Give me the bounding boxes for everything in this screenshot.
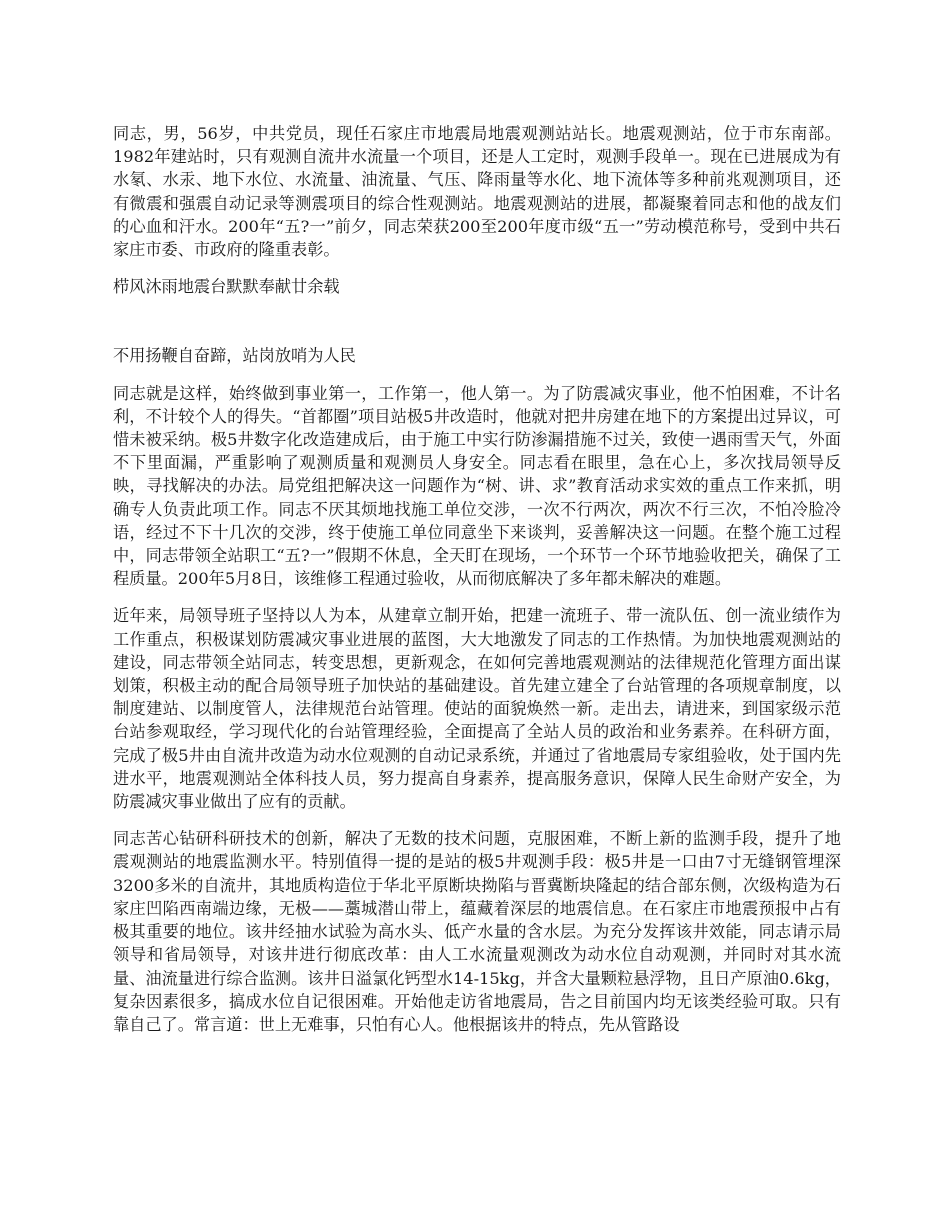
- paragraph-intro: 同志，男，56岁，中共党员，现任石家庄市地震局地震观测站站长。地震观测站，位于市东南部。1982年建站时，只有观测自流井水流量一个项目，还是人工定时，观测手段单一。现在已进展成为有水氡、水汞、地下水位、水流量、油流量、气压、降雨量等水化、地下流体等多种前兆观测项目，还有微震和强震自动记录等测震项目的综合性观测站。地震观测站的进展，都凝聚着同志和他的战友们的心血和汗水。200年“五?一”前夕，同志荣获200至200年度市级“五一”劳动模范称号，受到中共石家庄市委、市政府的隆重表彰。: [113, 124, 841, 260]
- document-body: [113, 122, 841, 1036]
- paragraph-management: 近年来，局领导班子坚持以人为本，从建章立制开始，把建一流班子、带一流队伍、创一流业绩作为工作重点，积极谋划防震减灾事业进展的蓝图，大大地激发了同志的工作热情。为加快地震观测站的建设，同志带领全站同志，转变思想，更新观念，在如何完善地震观测站的法律规范化管理方面出谋划策，积极主动的配合局领导班子加快站的基础建设。首先建立建全了台站管理的各项规章制度，以制度建站、以制度管人，法律规范台站管理。使站的面貌焕然一新。走出去，请进来，到国家级示范台站参观取经，学习现代化的台站管理经验，全面提高了全站人员的政治和业务素养。在科研方面，完成了极5井由自流井改造为动水位观测的自动记录系统，并通过了省地震局专家组验收，处于国内先进水平，地震观测站全体科技人员，努力提高自身素养，提高服务意识，保障人民生命财产安全，为防震减灾事业做出了应有的贡献。: [113, 606, 841, 812]
- paragraph-well-repair: 同志就是这样，始终做到事业第一，工作第一，他人第一。为了防震减灾事业，他不怕困难，不计名利，不计较个人的得失。“首都圈”项目站极5井改造时，他就对把井房建在地下的方案提出过异议，可惜未被采纳。极5井数字化改造建成后，由于施工中实行防渗漏措施不过关，致使一遇雨雪天气，外面不下里面漏，严重影响了观测质量和观测员人身安全。同志看在眼里，急在心上，多次找局领导反映，寻找解决的办法。局党组把解决这一问题作为“树、讲、求”教育活动求实效的重点工作来抓，明确专人负责此项工作。同志不厌其烦地找施工单位交涉，一次不行两次，两次不行三次，不怕冷脸冷语，经过不下十几次的交涉，终于使施工单位同意坐下来谈判，妥善解决这一问题。在整个施工过程中，同志带领全站职工“五?一”假期不休息，全天盯在现场，一个环节一个环节地验收把关，确保了工程质量。200年5月8日，该维修工程通过验收，从而彻底解决了多年都未解决的难题。: [113, 383, 841, 589]
- spacer: [113, 298, 841, 344]
- spacer: [113, 813, 841, 827]
- section-heading-2: 不用扬鞭自奋蹄，站岗放哨为人民: [113, 346, 356, 366]
- section-heading-1: 栉风沐雨地震台默默奉献廿余载: [113, 277, 340, 297]
- spacer: [113, 590, 841, 604]
- spacer: [113, 368, 841, 382]
- spacer: [113, 261, 841, 275]
- paragraph-research: 同志苦心钻研科研技术的创新，解决了无数的技术问题，克服困难，不断上新的监测手段，提升了地震观测站的地震监测水平。特别值得一提的是站的极5井观测手段：极5井是一口由7寸无缝钢管埋深3200多米的自流井，其地质构造位于华北平原断块拗陷与晋冀断块隆起的结合部东侧，次级构造为石家庄凹陷西南端边缘，无极——藁城潜山带上，蕴藏着深层的地震信息。在石家庄市地震预报中占有极其重要的地位。该井经抽水试验为高水头、低产水量的含水层。为充分发挥该井效能，同志请示局领导和省局领导，对该井进行彻底改革：由人工水流量观测改为动水位自动观测，并同时对其水流量、油流量进行综合监测。该井日溢氯化钙型水14-15kg，并含大量颗粒悬浮物，且日产原油0.6kg，复杂因素很多，搞成水位自记很困难。开始他走访省地震局，告之目前国内均无该类经验可取。只有靠自己了。常言道：世上无难事，只怕有心人。他根据该井的特点，先从管路设: [113, 829, 841, 1034]
